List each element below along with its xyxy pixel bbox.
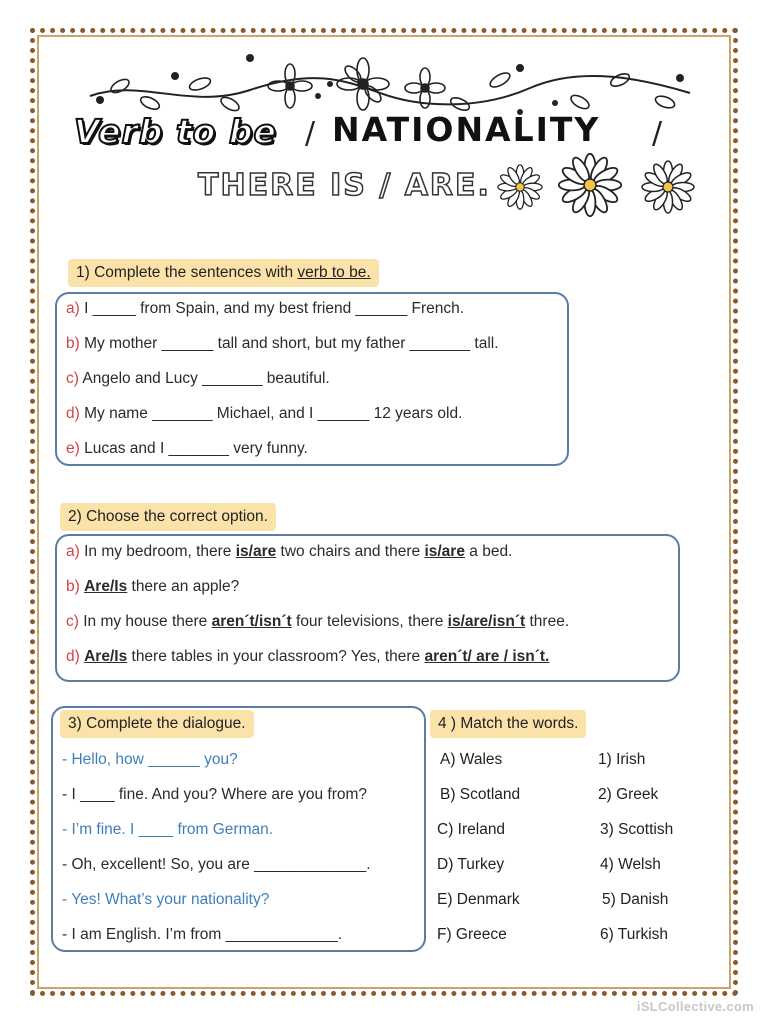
country-item: A) Wales (440, 751, 503, 768)
dialogue-line-3: - I’m fine. I ____ from German. (62, 821, 274, 838)
nationality-item: 2) Greek (598, 786, 659, 803)
section1-item-e: e) Lucas and I _______ very funny. (66, 440, 308, 457)
floral-vine-decoration (80, 48, 700, 118)
section1-heading: 1) Complete the sentences with verb to be. (68, 259, 379, 287)
section1-item-a: a) I _____ from Spain, and my best friend ______ French. (66, 300, 465, 317)
section2-heading: 2) Choose the correct option. (60, 503, 276, 531)
title-verb-to-be: Verb to be (74, 112, 277, 151)
dialogue-line-6: - I am English. I’m from _____________. (62, 926, 343, 943)
title-there-is-are: THERE IS / ARE. (198, 168, 491, 203)
section1-item-d: d) My name _______ Michael, and I ______ 12 years old. (66, 405, 463, 422)
title-nationality: NATIONALITY (332, 110, 601, 149)
nationality-item: 1) Irish (598, 751, 646, 768)
country-item: B) Scotland (440, 786, 521, 803)
nationality-item: 4) Welsh (600, 856, 661, 873)
site-watermark: iSLCollective.com (636, 999, 754, 1014)
section2-item-b: b) Are/Is there an apple? (66, 578, 240, 595)
dialogue-line-4: - Oh, excellent! So, you are _____________. (62, 856, 371, 873)
section3-heading: 3) Complete the dialogue. (60, 710, 254, 738)
section1-item-b: b) My mother ______ tall and short, but my father _______ tall. (66, 335, 499, 352)
country-item: F) Greece (437, 926, 507, 943)
section2-item-a: a) In my bedroom, there is/are two chairs and there is/are a bed. (66, 543, 513, 560)
section2-item-d: d) Are/Is there tables in your classroom? Yes, there aren´t/ are / isn´t. (66, 648, 550, 665)
title-separator-1: / (305, 116, 316, 151)
dialogue-line-1: - Hello, how ______ you? (62, 751, 238, 768)
section2-item-c: c) In my house there aren´t/isn´t four televisions, there is/are/isn´t three. (66, 613, 570, 630)
daisy-flowers-decoration (490, 145, 710, 235)
nationality-item: 5) Danish (602, 891, 669, 908)
country-item: E) Denmark (437, 891, 520, 908)
section1-item-c: c) Angelo and Lucy _______ beautiful. (66, 370, 330, 387)
dialogue-line-5: - Yes! What’s your nationality? (62, 891, 270, 908)
nationality-item: 6) Turkish (600, 926, 669, 943)
country-item: D) Turkey (437, 856, 505, 873)
dialogue-line-2: - I ____ fine. And you? Where are you from? (62, 786, 368, 803)
nationality-item: 3) Scottish (600, 821, 674, 838)
title-separator-2: / (652, 116, 663, 151)
section4-heading: 4 ) Match the words. (430, 710, 586, 738)
country-item: C) Ireland (437, 821, 506, 838)
